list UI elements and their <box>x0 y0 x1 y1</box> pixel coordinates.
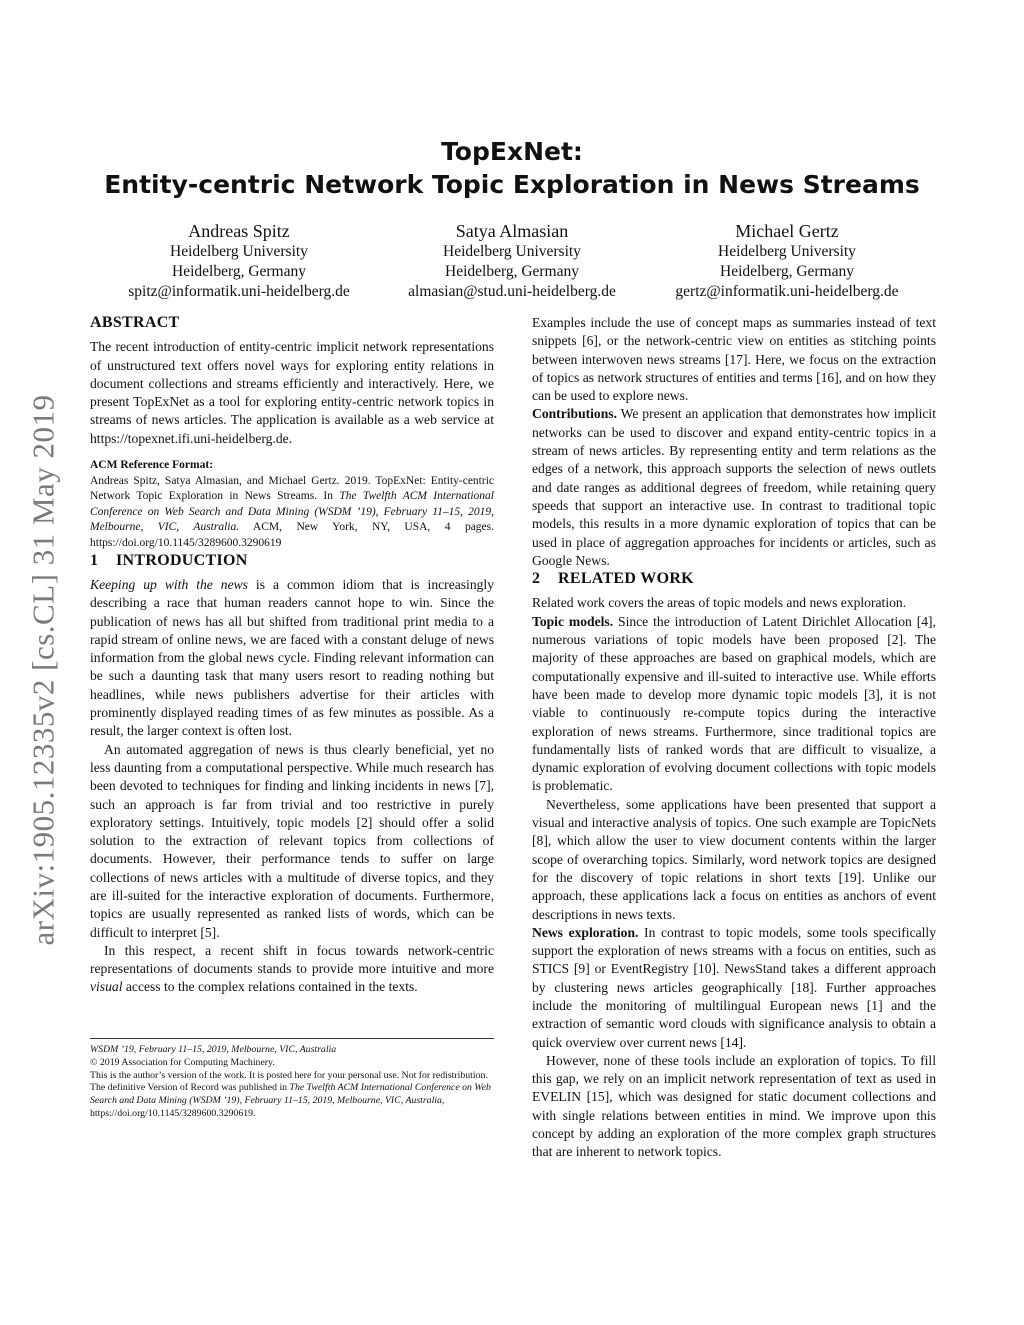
footnote-note <box>90 1070 494 1121</box>
intro-paragraph-1 <box>90 576 494 741</box>
footnote-note-doi: https://doi.org/10.1145/3289600.3290619. <box>90 1107 256 1119</box>
right-column <box>532 314 936 1162</box>
author-name: Andreas Spitz <box>188 221 290 241</box>
section-number: 2 <box>532 570 541 588</box>
author-affiliation: Heidelberg University <box>718 243 856 260</box>
topic-models-text: Since the introduction of Latent Dirichlet Allocation [4], numerous variations of topic models have been proposed [2]. The majority of these approaches are based on graphical models, which are computationally expensive and ill-suited to interactive use. While efforts have been made to develop more dynamic topic models [3], it is not viable to continuously re-compute topics during the interactive exploration of news streams. Furthermore, since traditional topics are fundamentally lists of ranked words that are difficult to visualize, a dynamic exploration of evolving document collections with topic models is problematic. <box>532 613 936 794</box>
author-block <box>90 220 934 305</box>
intro-paragraph-2: An automated aggregation of news is thus clearly beneficial, yet no less daunting from a computational perspective. While much research has been devoted to techniques for finding and linking incidents in news [7], such an approach is far from trivial and too restrictive in purely exploratory settings. Intuitively, topic models [2] should offer a solid solution to the extraction of relevant topics from collections of documents. However, their performance tends to suffer on large collections of news articles with a multitude of diverse topics, and they are ill-suited for the interactive exploration of documents. Furthermore, topics are usually represented as ranked lists of words, which can be difficult to interpret [5]. <box>90 741 494 940</box>
section-title: RELATED WORK <box>558 570 694 588</box>
author-email: gertz@informatik.uni-heidelberg.de <box>675 283 899 300</box>
footnote <box>90 1038 494 1121</box>
right-intro-paragraph-1: Examples include the use of concept maps as summaries instead of text snippets [6], or the network-centric view on entities as stitching points between interwoven news streams [17]. Here, we focus on the extraction of topics as network structures of entities and terms [16], and on how they can be used to explore news. <box>532 315 936 404</box>
footnote-note-text: This is the author’s version of the work. It is posted here for your personal use. Not for redistribution. The definitive Version of Record was published in <box>90 1069 488 1094</box>
arxiv-stamp <box>8 350 80 990</box>
intro-paragraph-3 <box>90 942 494 997</box>
author-3 <box>642 220 932 302</box>
acm-reference <box>90 458 494 552</box>
footnote-rule <box>90 1038 494 1039</box>
news-exploration-heading: News exploration. <box>532 924 639 940</box>
author-email: almasian@stud.uni-heidelberg.de <box>408 283 616 300</box>
related-work-heading <box>532 570 936 588</box>
intro-p3-before: In this respect, a recent shift in focus towards network-centric representations of documents stands to provide more intuitive and more <box>90 942 494 977</box>
abstract-heading: ABSTRACT <box>90 314 180 331</box>
author-affiliation: Heidelberg University <box>170 243 308 260</box>
abstract-text: The recent introduction of entity-centric implicit network representations of unstructured text offers novel ways for exploring entity relations in document collections and streams efficiently and interactively. Here, we present TopExNet as a tool for exploring entity-centric network topics in streams of news articles. The application is available as a web service at https://topexnet.ifi.uni-heidelberg.de. <box>90 339 494 446</box>
intro-p3-after: access to the complex relations contained in the texts. <box>122 979 418 995</box>
acm-reference-venue: The Twelfth ACM International Conference on Web Search and Data Mining (WSDM ’19), February 11–15, 2019, Melbourne, VIC, Australia. <box>90 490 494 534</box>
arxiv-id: arXiv:1905.12335v2 [cs.CL] 31 May 2019 <box>26 394 62 946</box>
title-line-2: Entity-centric Network Topic Exploration in News Streams <box>104 170 920 199</box>
intro-p1-text: is a common idiom that is increasingly describing a race that human readers cannot hope to win. Since the publication of news has all but shifted from traditional print media to a rapid stream of online news, we are faced with a constant deluge of news information from the global news cycle. Finding relevant information can be such a daunting task that many users resort to reading nothing but headlines, while news publishers advertise for their articles with prominently displayed reading times of as few minutes as possible. As a result, the larger context is often lost. <box>90 576 494 739</box>
section-number: 1 <box>90 551 99 569</box>
related-paragraph-5: However, none of these tools include an exploration of topics. To fill this gap, we rely on an implicit network representation of text as used in EVELIN [15], which was designed for static document collections and with single relations between entities in mind. We improve upon this concept by adding an exploration of the more complex graph structures that are inherent to network topics. <box>532 1052 936 1160</box>
contributions-paragraph <box>532 405 936 570</box>
author-1 <box>94 220 384 302</box>
title-line-1: TopExNet: <box>441 137 583 166</box>
section-title: INTRODUCTION <box>116 551 248 569</box>
introduction-heading <box>90 552 494 570</box>
author-name: Michael Gertz <box>735 221 839 241</box>
intro-italic-phrase: Keeping up with the news <box>90 576 248 592</box>
author-2 <box>367 220 657 302</box>
acm-reference-heading: ACM Reference Format: <box>90 459 214 472</box>
news-exploration-text: In contrast to topic models, some tools specifically support the exploration of news streams with a focus on entities, such as STICS [9] or EventRegistry [10]. NewsStand takes a different approach by clustering news articles geographically [18]. Further approaches include the monitoring of multilingual European news [1] and the extraction of semantic word clouds with significance analysis to obtain a quick overview over current news [14]. <box>532 924 936 1050</box>
related-paragraph-1: Related work covers the areas of topic models and news exploration. <box>532 595 907 611</box>
news-exploration-paragraph <box>532 924 936 1052</box>
acm-reference-tail: ACM, New York, NY, USA, 4 pages. https://doi.org/10.1145/3289600.3290619 <box>90 521 494 550</box>
paper-title <box>90 135 934 201</box>
footnote-copyright: © 2019 Association for Computing Machinery. <box>90 1056 275 1068</box>
acm-reference-authors: Andreas Spitz, Satya Almasian, and Michael Gertz. 2019. TopExNet: Entity-centric Network Topic Exploration in News Streams. In <box>90 474 494 503</box>
footnote-venue: WSDM ’19, February 11–15, 2019, Melbourne, VIC, Australia <box>90 1044 337 1055</box>
contributions-heading: Contributions. <box>532 406 617 422</box>
author-name: Satya Almasian <box>455 221 569 241</box>
author-location: Heidelberg, Germany <box>445 263 579 280</box>
author-location: Heidelberg, Germany <box>172 263 306 280</box>
footnote-note-venue: The Twelfth ACM International Conference on Web Search and Data Mining (WSDM ’19), February 11–15, 2019, Melbourne, VIC, Australia, <box>90 1082 491 1107</box>
contributions-text: We present an application that demonstrates how implicit networks can be used to discover and expand entity-centric topics in a stream of news articles. By representing entity and term relations as the edges of a network, this approach supports the selection of news outlets and date ranges as additional degrees of freedom, while retaining query speeds that support an interactive use. In contrast to traditional topic models, this results in a more dynamic exploration of topics that can be used in place of aggregation approaches for incidents or articles, such as Google News. <box>532 406 936 568</box>
topic-models-paragraph <box>532 613 936 796</box>
author-affiliation: Heidelberg University <box>443 243 581 260</box>
topic-models-heading: Topic models. <box>532 613 614 629</box>
left-column <box>90 314 494 997</box>
author-email: spitz@informatik.uni-heidelberg.de <box>128 283 350 300</box>
intro-p3-italic: visual <box>90 979 123 995</box>
author-location: Heidelberg, Germany <box>720 263 854 280</box>
related-paragraph-3: Nevertheless, some applications have been presented that support a visual and interactive analysis of topics. One such example are TopicNets [8], which allow the user to view document contents within the larger scope of overarching topics. Similarly, word network topics are designed for the discovery of topic relations in short texts [19]. Unlike our approach, these applications lack a focus on entities as anchors of event descriptions in news texts. <box>532 796 936 922</box>
